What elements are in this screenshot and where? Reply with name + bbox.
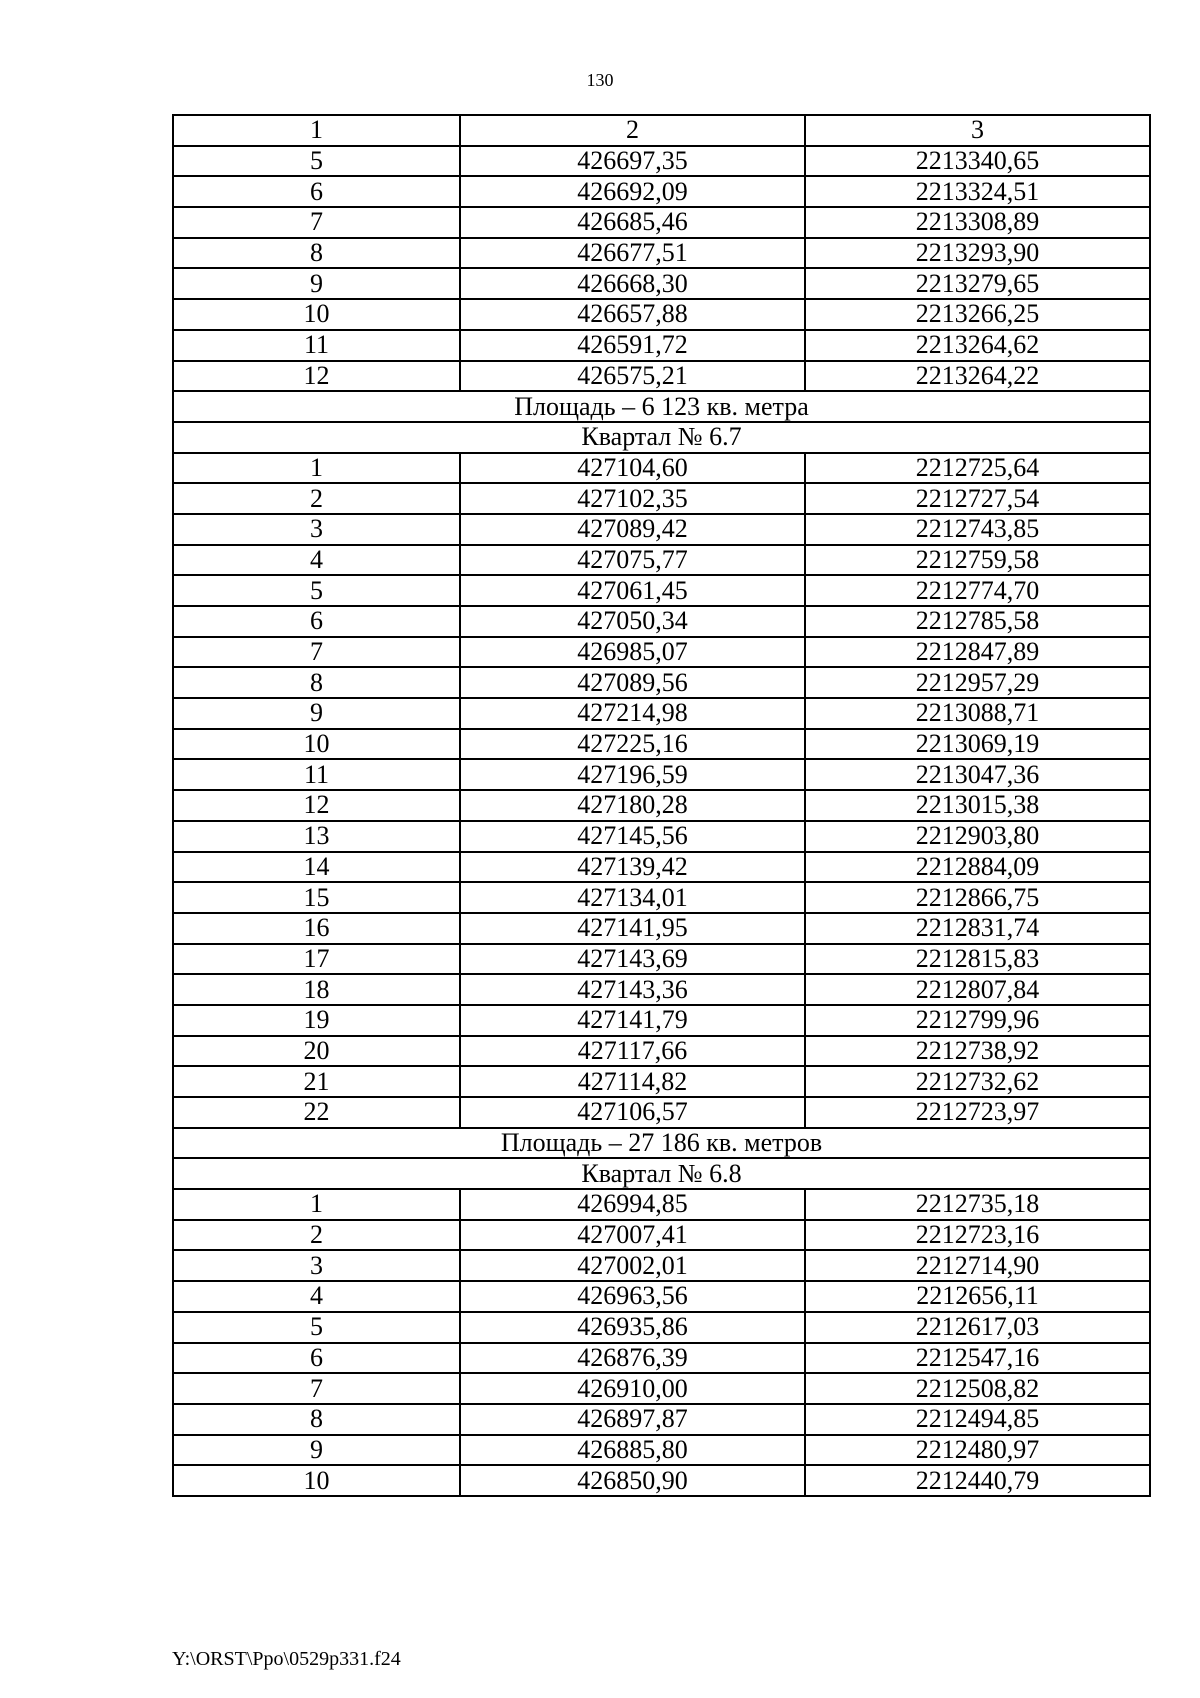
cell-x-coordinate: 427002,01 [460,1250,805,1281]
table-row [173,1465,1150,1496]
cell-x-coordinate: 426935,86 [460,1312,805,1343]
cell-x-coordinate: 426897,87 [460,1404,805,1435]
table-row [173,545,1150,576]
cell-x-coordinate: 426963,56 [460,1281,805,1312]
cell-x-coordinate: 427102,35 [460,483,805,514]
cell-point-number: 22 [173,1097,460,1128]
table-row [173,637,1150,668]
cell-point-number: 4 [173,545,460,576]
section-row [173,1158,1150,1189]
footer-file-path: Y:\ORST\Ppo\0529p331.f24 [172,1648,401,1670]
cell-y-coordinate: 2213264,62 [805,330,1150,361]
header-cell-y: 3 [805,115,1150,146]
cell-x-coordinate: 426657,88 [460,299,805,330]
cell-point-number: 11 [173,759,460,790]
table-row [173,606,1150,637]
cell-x-coordinate: 427089,56 [460,667,805,698]
cell-x-coordinate: 426668,30 [460,268,805,299]
cell-x-coordinate: 427143,69 [460,944,805,975]
table-row [173,944,1150,975]
cell-y-coordinate: 2212743,85 [805,514,1150,545]
cell-point-number: 5 [173,575,460,606]
cell-y-coordinate: 2213340,65 [805,146,1150,177]
cell-y-coordinate: 2212732,62 [805,1066,1150,1097]
cell-point-number: 17 [173,944,460,975]
cell-point-number: 8 [173,667,460,698]
cell-x-coordinate: 427106,57 [460,1097,805,1128]
cell-point-number: 5 [173,1312,460,1343]
cell-point-number: 7 [173,207,460,238]
table-row [173,1281,1150,1312]
cell-x-coordinate: 427141,79 [460,1005,805,1036]
cell-y-coordinate: 2212866,75 [805,882,1150,913]
cell-y-coordinate: 2212547,16 [805,1343,1150,1374]
cell-y-coordinate: 2212831,74 [805,913,1150,944]
cell-point-number: 10 [173,729,460,760]
table-row [173,1435,1150,1466]
table-row [173,514,1150,545]
cell-x-coordinate: 426677,51 [460,238,805,269]
cell-point-number: 6 [173,606,460,637]
cell-y-coordinate: 2212725,64 [805,453,1150,484]
cell-x-coordinate: 426910,00 [460,1373,805,1404]
cell-y-coordinate: 2212723,16 [805,1220,1150,1251]
cell-y-coordinate: 2213324,51 [805,176,1150,207]
cell-y-coordinate: 2212815,83 [805,944,1150,975]
section-label: Площадь – 6 123 кв. метра [173,391,1150,422]
cell-y-coordinate: 2212807,84 [805,974,1150,1005]
section-row [173,391,1150,422]
section-row [173,422,1150,453]
cell-point-number: 8 [173,238,460,269]
cell-x-coordinate: 427050,34 [460,606,805,637]
cell-point-number: 2 [173,483,460,514]
cell-y-coordinate: 2212785,58 [805,606,1150,637]
cell-point-number: 12 [173,790,460,821]
cell-x-coordinate: 426591,72 [460,330,805,361]
cell-point-number: 6 [173,1343,460,1374]
cell-y-coordinate: 2212738,92 [805,1036,1150,1067]
cell-x-coordinate: 427114,82 [460,1066,805,1097]
cell-point-number: 16 [173,913,460,944]
cell-y-coordinate: 2213266,25 [805,299,1150,330]
cell-point-number: 9 [173,1435,460,1466]
cell-y-coordinate: 2212735,18 [805,1189,1150,1220]
cell-point-number: 15 [173,882,460,913]
table-row [173,453,1150,484]
cell-x-coordinate: 426876,39 [460,1343,805,1374]
cell-x-coordinate: 426985,07 [460,637,805,668]
cell-x-coordinate: 426692,09 [460,176,805,207]
table-row [173,1404,1150,1435]
cell-y-coordinate: 2212480,97 [805,1435,1150,1466]
cell-point-number: 19 [173,1005,460,1036]
table-row [173,882,1150,913]
cell-x-coordinate: 427104,60 [460,453,805,484]
cell-point-number: 7 [173,1373,460,1404]
cell-y-coordinate: 2212617,03 [805,1312,1150,1343]
table-row [173,1189,1150,1220]
cell-y-coordinate: 2212884,09 [805,852,1150,883]
section-row [173,1128,1150,1159]
cell-y-coordinate: 2213015,38 [805,790,1150,821]
section-label: Квартал № 6.8 [173,1158,1150,1189]
cell-y-coordinate: 2212508,82 [805,1373,1150,1404]
cell-point-number: 12 [173,361,460,392]
cell-point-number: 8 [173,1404,460,1435]
cell-y-coordinate: 2212774,70 [805,575,1150,606]
header-cell-x: 2 [460,115,805,146]
cell-y-coordinate: 2213264,22 [805,361,1150,392]
cell-point-number: 11 [173,330,460,361]
table-row [173,238,1150,269]
cell-x-coordinate: 427196,59 [460,759,805,790]
cell-y-coordinate: 2212440,79 [805,1465,1150,1496]
cell-x-coordinate: 427117,66 [460,1036,805,1067]
table-row [173,1373,1150,1404]
header-cell-point-number: 1 [173,115,460,146]
cell-point-number: 14 [173,852,460,883]
cell-point-number: 10 [173,1465,460,1496]
table-header-row [173,115,1150,146]
cell-point-number: 4 [173,1281,460,1312]
section-label: Площадь – 27 186 кв. метров [173,1128,1150,1159]
table-row [173,1036,1150,1067]
cell-y-coordinate: 2212727,54 [805,483,1150,514]
table-row [173,729,1150,760]
cell-x-coordinate: 427180,28 [460,790,805,821]
cell-point-number: 5 [173,146,460,177]
table-row [173,1312,1150,1343]
table-row [173,1250,1150,1281]
cell-y-coordinate: 2213308,89 [805,207,1150,238]
table-row [173,146,1150,177]
coordinates-table [172,114,1151,1497]
cell-y-coordinate: 2213088,71 [805,698,1150,729]
cell-point-number: 1 [173,453,460,484]
cell-x-coordinate: 426685,46 [460,207,805,238]
table-row [173,821,1150,852]
cell-point-number: 18 [173,974,460,1005]
cell-point-number: 6 [173,176,460,207]
cell-x-coordinate: 427214,98 [460,698,805,729]
table-row [173,790,1150,821]
cell-x-coordinate: 426850,90 [460,1465,805,1496]
table-row [173,1343,1150,1374]
cell-y-coordinate: 2213293,90 [805,238,1150,269]
coordinates-table-body [173,115,1150,1496]
table-row [173,913,1150,944]
table-row [173,1097,1150,1128]
cell-y-coordinate: 2212847,89 [805,637,1150,668]
cell-point-number: 20 [173,1036,460,1067]
cell-y-coordinate: 2212714,90 [805,1250,1150,1281]
table-row [173,759,1150,790]
cell-x-coordinate: 426885,80 [460,1435,805,1466]
cell-point-number: 9 [173,698,460,729]
cell-y-coordinate: 2212957,29 [805,667,1150,698]
cell-x-coordinate: 426697,35 [460,146,805,177]
cell-x-coordinate: 426575,21 [460,361,805,392]
cell-x-coordinate: 427089,42 [460,514,805,545]
cell-x-coordinate: 427061,45 [460,575,805,606]
cell-x-coordinate: 427145,56 [460,821,805,852]
table-row [173,361,1150,392]
cell-x-coordinate: 427225,16 [460,729,805,760]
table-row [173,330,1150,361]
cell-x-coordinate: 427143,36 [460,974,805,1005]
cell-point-number: 10 [173,299,460,330]
cell-y-coordinate: 2212759,58 [805,545,1150,576]
table-row [173,483,1150,514]
page-number: 130 [586,70,614,90]
section-label: Квартал № 6.7 [173,422,1150,453]
table-row [173,698,1150,729]
cell-point-number: 13 [173,821,460,852]
table-row [173,974,1150,1005]
table-row [173,575,1150,606]
table-row [173,1005,1150,1036]
table-row [173,1220,1150,1251]
table-row [173,1066,1150,1097]
cell-y-coordinate: 2212903,80 [805,821,1150,852]
cell-point-number: 9 [173,268,460,299]
cell-point-number: 7 [173,637,460,668]
cell-y-coordinate: 2213047,36 [805,759,1150,790]
cell-x-coordinate: 427075,77 [460,545,805,576]
table-row [173,268,1150,299]
cell-y-coordinate: 2213279,65 [805,268,1150,299]
table-row [173,299,1150,330]
cell-y-coordinate: 2212723,97 [805,1097,1150,1128]
cell-x-coordinate: 427134,01 [460,882,805,913]
cell-point-number: 1 [173,1189,460,1220]
cell-point-number: 3 [173,1250,460,1281]
cell-x-coordinate: 427139,42 [460,852,805,883]
cell-point-number: 2 [173,1220,460,1251]
cell-point-number: 21 [173,1066,460,1097]
cell-y-coordinate: 2212656,11 [805,1281,1150,1312]
table-row [173,176,1150,207]
cell-x-coordinate: 427007,41 [460,1220,805,1251]
cell-point-number: 3 [173,514,460,545]
cell-x-coordinate: 427141,95 [460,913,805,944]
cell-y-coordinate: 2212799,96 [805,1005,1150,1036]
table-row [173,207,1150,238]
table-row [173,667,1150,698]
cell-x-coordinate: 426994,85 [460,1189,805,1220]
cell-y-coordinate: 2213069,19 [805,729,1150,760]
cell-y-coordinate: 2212494,85 [805,1404,1150,1435]
table-row [173,852,1150,883]
